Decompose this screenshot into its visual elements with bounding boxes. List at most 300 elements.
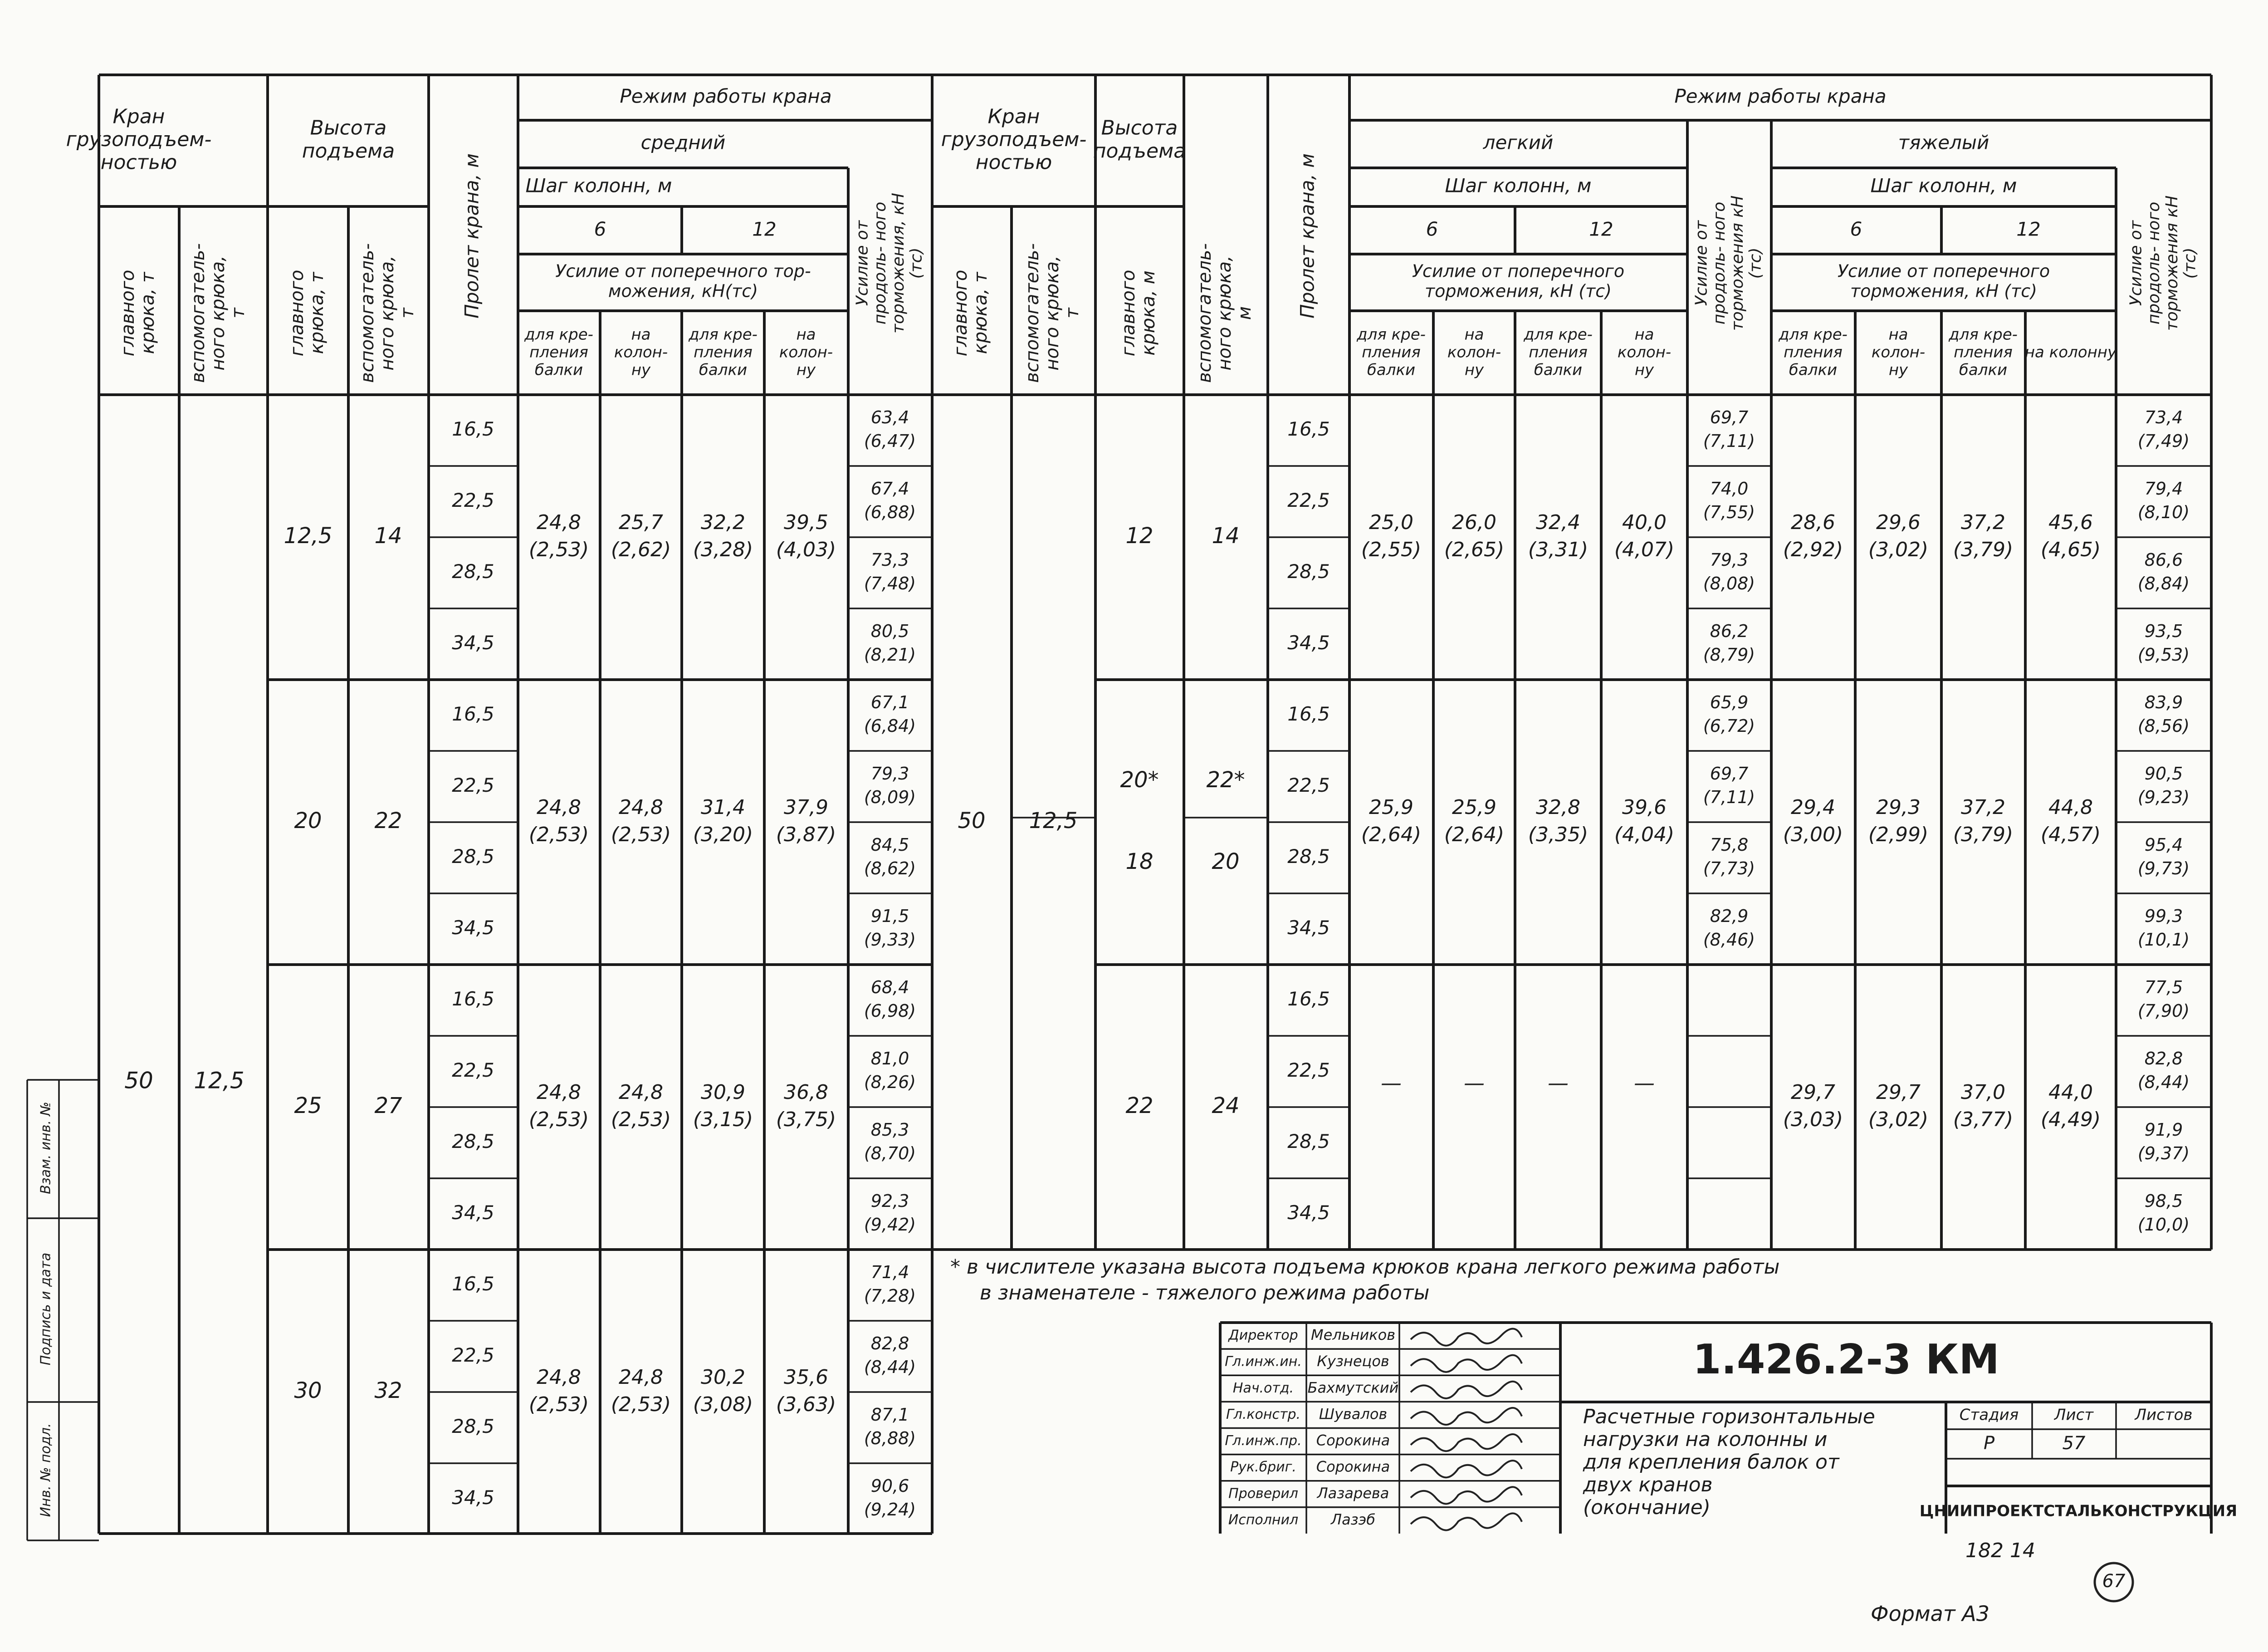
lift-height-main: 25 <box>294 1093 322 1118</box>
sheet-value: 57 <box>2062 1433 2086 1454</box>
header-column-step: Шаг колонн, м <box>1870 174 2017 197</box>
header-longitudinal-force: продоль- ного <box>871 201 890 325</box>
longitudinal-force: 67,1 <box>870 692 909 712</box>
signoff-role: Гл.констр. <box>1226 1406 1301 1422</box>
signature-scribbles <box>1411 1329 1522 1530</box>
header-beam: пления <box>1784 343 1843 362</box>
header-beam: для кре- <box>1524 325 1593 344</box>
archive-number: 182 14 <box>1965 1539 2035 1562</box>
signature <box>1411 1487 1522 1504</box>
transverse-force-heavy: (4,57) <box>2040 823 2101 846</box>
signoff-name: Шувалов <box>1319 1405 1388 1423</box>
header-beam: для кре- <box>1357 325 1426 344</box>
header-step-6: 6 <box>1426 218 1438 240</box>
span-value: 34,5 <box>452 632 494 654</box>
header-transverse-force: торможения, кН (тс) <box>1425 281 1612 301</box>
header-mode: Режим работы крана <box>1674 85 1887 108</box>
longitudinal-force: (6,88) <box>864 502 916 522</box>
header-beam: пления <box>1362 343 1421 362</box>
capacity-aux: 12,5 <box>194 1067 244 1094</box>
transverse-force: 24,8 <box>619 1366 663 1389</box>
stage-label: Стадия <box>1959 1406 2019 1424</box>
longitudinal-force-heavy: (10,0) <box>2137 1215 2190 1235</box>
longitudinal-force: 81,0 <box>870 1049 909 1069</box>
transverse-force: 30,9 <box>701 1081 745 1104</box>
transverse-force: (4,03) <box>776 538 836 561</box>
transverse-force-heavy: (3,77) <box>1953 1108 2014 1131</box>
longitudinal-force-light: (8,79) <box>1703 645 1755 665</box>
transverse-force-heavy: 37,2 <box>1961 511 2005 534</box>
lift-height-main: 12,5 <box>284 523 332 549</box>
transverse-force-heavy: 45,6 <box>2048 511 2093 534</box>
longitudinal-force-heavy: 82,8 <box>2144 1049 2183 1069</box>
signature <box>1411 1434 1522 1451</box>
longitudinal-force-heavy: (10,1) <box>2137 930 2190 950</box>
span-value: 28,5 <box>1287 560 1330 583</box>
longitudinal-force-light: (6,72) <box>1703 716 1755 736</box>
span-value: 22,5 <box>452 1059 494 1081</box>
transverse-force-light: (4,04) <box>1614 823 1675 846</box>
span-value: 34,5 <box>452 1486 494 1509</box>
span-value: 34,5 <box>1287 917 1330 939</box>
longitudinal-force-light: 69,7 <box>1710 407 1749 427</box>
drawing-title: для крепления балок от <box>1583 1451 1839 1474</box>
transverse-force-light: (3,35) <box>1528 823 1589 846</box>
transverse-force: (2,53) <box>528 538 589 561</box>
format-label: Формат А3 <box>1871 1601 1989 1626</box>
span-value: 16,5 <box>1287 703 1330 725</box>
header-longitudinal-force: Усилие от <box>2126 220 2146 306</box>
transverse-force: (2,53) <box>611 1108 671 1131</box>
span-value: 16,5 <box>452 1273 494 1295</box>
header-lift-height: Высота <box>310 116 387 140</box>
longitudinal-force: (6,84) <box>864 716 916 736</box>
header-longitudinal-force: (тс) <box>2180 247 2200 279</box>
longitudinal-force: (8,44) <box>864 1357 916 1377</box>
header-transverse-force: Усилие от поперечного <box>1412 261 1625 281</box>
header-beam: балки <box>534 361 583 379</box>
header-column: ну <box>1888 361 1908 379</box>
lift-height-main: 18 <box>1125 849 1154 874</box>
stamp-label: Взам. инв. № <box>38 1102 54 1194</box>
header-lift-height: подъема <box>1093 139 1186 163</box>
header-span: Пролет крана, м <box>1296 153 1319 319</box>
transverse-force-heavy: (2,99) <box>1868 823 1929 846</box>
longitudinal-force: (8,21) <box>864 645 916 665</box>
empty-dash: — <box>1634 1070 1655 1095</box>
transverse-force: 24,8 <box>537 1366 581 1389</box>
transverse-force-heavy: (3,79) <box>1953 538 2014 561</box>
longitudinal-force-heavy: 93,5 <box>2144 621 2183 641</box>
transverse-force: 24,8 <box>537 511 581 534</box>
header-lift-height: Высота <box>1101 116 1178 140</box>
transverse-force-heavy: 29,7 <box>1791 1081 1835 1104</box>
transverse-force-heavy: 37,2 <box>1961 796 2005 819</box>
span-value: 34,5 <box>452 1201 494 1224</box>
header-mode-light: легкий <box>1483 131 1554 154</box>
lift-height-main: 20* <box>1120 767 1159 793</box>
transverse-force-heavy: (3,03) <box>1783 1108 1843 1131</box>
signoff-role: Гл.инж.пр. <box>1225 1433 1302 1449</box>
header-crane-capacity: ностью <box>975 151 1052 174</box>
longitudinal-force-heavy: 99,3 <box>2144 906 2183 926</box>
lift-height-main: 12 <box>1125 523 1154 549</box>
longitudinal-force-light: 79,3 <box>1710 550 1749 570</box>
span-value: 16,5 <box>452 988 494 1010</box>
signoff-name: Лазарева <box>1317 1484 1389 1502</box>
transverse-force: (3,20) <box>693 823 753 846</box>
header-aux-hook-t: вспомогатель- <box>357 243 378 383</box>
longitudinal-force: 68,4 <box>870 977 909 997</box>
header-lift-height: подъема <box>302 139 395 163</box>
header-longitudinal-force: продоль- ного <box>2145 201 2164 325</box>
transverse-force-heavy: 44,8 <box>2048 796 2093 819</box>
header-beam: пления <box>694 343 753 362</box>
span-value: 22,5 <box>1287 489 1330 511</box>
empty-dash: — <box>1381 1070 1402 1095</box>
longitudinal-force-heavy: 79,4 <box>2144 479 2183 499</box>
signoff-name: Лазэб <box>1331 1510 1375 1528</box>
lift-height-aux: 27 <box>374 1093 402 1118</box>
longitudinal-force-heavy: (7,90) <box>2137 1001 2190 1021</box>
transverse-force-heavy: 29,3 <box>1876 796 1921 819</box>
drawing-code: 1.426.2-3 КМ <box>1693 1335 1999 1383</box>
header-column: колон- <box>614 343 668 362</box>
header-crane-capacity: ностью <box>100 151 177 174</box>
header-aux-hook-t: ного крюка, <box>208 255 229 371</box>
transverse-force-light: 26,0 <box>1452 511 1496 534</box>
transverse-force-light: 25,9 <box>1452 796 1496 819</box>
longitudinal-force-heavy: (7,49) <box>2137 431 2190 451</box>
sheet-label: Лист <box>2054 1406 2094 1424</box>
header-mode-medium: средний <box>640 131 726 154</box>
longitudinal-force: (8,26) <box>864 1072 916 1092</box>
longitudinal-force-heavy: (8,10) <box>2137 502 2190 522</box>
longitudinal-force-heavy: (8,44) <box>2137 1072 2190 1092</box>
longitudinal-force: 79,3 <box>870 764 909 784</box>
header-crane-capacity: Кран <box>112 105 165 128</box>
longitudinal-force-light: (7,55) <box>1703 502 1755 522</box>
lift-height-main: 30 <box>294 1378 322 1403</box>
longitudinal-force: 80,5 <box>870 621 909 641</box>
header-beam: для кре- <box>1949 325 2018 344</box>
transverse-force-heavy: 37,0 <box>1961 1081 2005 1104</box>
span-value: 28,5 <box>452 560 494 583</box>
header-longitudinal-force: торможения кН <box>1728 195 1747 331</box>
signature <box>1411 1355 1522 1372</box>
span-value: 16,5 <box>1287 988 1330 1010</box>
transverse-force: 37,9 <box>784 796 828 819</box>
drawing-title: нагрузки на колонны и <box>1583 1428 1828 1451</box>
transverse-force-light: (3,31) <box>1528 538 1589 561</box>
transverse-force: (2,53) <box>528 1393 589 1416</box>
transverse-force-light: (2,64) <box>1361 823 1422 846</box>
header-column: ну <box>631 361 651 379</box>
lift-height-aux: 22* <box>1206 767 1245 793</box>
header-aux-hook-t: вспомогатель- <box>1022 243 1043 383</box>
signoff-role: Директор <box>1228 1327 1298 1343</box>
transverse-force: 32,2 <box>701 511 745 534</box>
drawing-title: Расчетные горизонтальные <box>1583 1405 1875 1428</box>
longitudinal-force-heavy: (9,37) <box>2137 1143 2190 1163</box>
longitudinal-force: 67,4 <box>870 479 909 499</box>
table-text <box>38 85 2238 1626</box>
signoff-role: Проверил <box>1228 1485 1298 1502</box>
span-value: 28,5 <box>1287 1130 1330 1152</box>
header-column: ну <box>1464 361 1484 379</box>
header-main-hook-t: крюка, т <box>970 272 991 354</box>
transverse-force-heavy: 29,7 <box>1876 1081 1921 1104</box>
longitudinal-force-heavy: (9,53) <box>2137 645 2190 665</box>
transverse-force: (3,63) <box>776 1393 836 1416</box>
transverse-force: 24,8 <box>537 796 581 819</box>
transverse-force: (3,75) <box>776 1108 836 1131</box>
signoff-name: Сорокина <box>1316 1431 1390 1449</box>
header-beam: балки <box>1789 361 1838 379</box>
capacity-aux: 12,5 <box>1029 808 1078 833</box>
transverse-force: 36,8 <box>784 1081 828 1104</box>
drawing-title: (окончание) <box>1583 1496 1711 1519</box>
longitudinal-force: (6,47) <box>864 431 916 451</box>
longitudinal-force-heavy: 91,9 <box>2144 1120 2183 1140</box>
header-longitudinal-force: торможения кН <box>2162 195 2181 331</box>
header-aux-hook-m: ного крюка, <box>1214 255 1235 371</box>
transverse-force-light: 32,8 <box>1536 796 1580 819</box>
header-crane-capacity: грузоподъем- <box>941 128 1087 151</box>
transverse-force-light: 40,0 <box>1622 511 1667 534</box>
transverse-force-light: 32,4 <box>1536 511 1580 534</box>
longitudinal-force-light: 74,0 <box>1710 479 1749 499</box>
longitudinal-force-heavy: 98,5 <box>2144 1191 2183 1211</box>
span-value: 28,5 <box>452 1130 494 1152</box>
header-step-12: 12 <box>752 218 777 240</box>
header-column: колон- <box>1617 343 1672 362</box>
header-column: ну <box>1634 361 1654 379</box>
transverse-force-light: (2,55) <box>1361 538 1422 561</box>
longitudinal-force-heavy: 83,9 <box>2144 692 2183 712</box>
lift-height-aux: 14 <box>1212 523 1240 549</box>
header-aux-hook-t: ного крюка, <box>377 255 398 371</box>
signoff-role: Исполнил <box>1228 1512 1299 1528</box>
span-value: 34,5 <box>1287 1201 1330 1224</box>
transverse-force-heavy: (3,79) <box>1953 823 2014 846</box>
header-step-6: 6 <box>594 218 606 240</box>
header-main-hook-t: крюка, т <box>307 272 327 354</box>
transverse-force-light: (4,07) <box>1614 538 1675 561</box>
header-beam: пления <box>529 343 588 362</box>
header-aux-hook-t: вспомогатель- <box>188 243 209 383</box>
header-main-hook-t: главного <box>287 270 308 357</box>
longitudinal-force-light: 69,7 <box>1710 764 1749 784</box>
header-column: на <box>1634 325 1654 344</box>
span-value: 28,5 <box>452 845 494 868</box>
header-main-hook-t: крюка, т <box>137 272 158 354</box>
header-mode: Режим работы крана <box>620 85 832 108</box>
transverse-force-heavy: (3,02) <box>1868 538 1929 561</box>
longitudinal-force: 90,6 <box>870 1476 909 1496</box>
longitudinal-force: (7,28) <box>864 1286 916 1306</box>
header-column: колон- <box>1447 343 1501 362</box>
capacity-main: 50 <box>124 1067 153 1094</box>
header-column: на <box>1464 325 1484 344</box>
longitudinal-force-heavy: (9,23) <box>2137 787 2190 807</box>
span-value: 22,5 <box>452 774 494 796</box>
span-value: 22,5 <box>1287 1059 1330 1081</box>
longitudinal-force: (7,48) <box>864 574 916 593</box>
span-value: 28,5 <box>1287 845 1330 868</box>
transverse-force: (2,53) <box>611 1393 671 1416</box>
longitudinal-force-light: 75,8 <box>1710 835 1749 855</box>
sheets-label: Листов <box>2135 1406 2193 1424</box>
signature <box>1411 1408 1522 1425</box>
header-main-hook-m: главного <box>1118 270 1139 357</box>
transverse-force: (2,53) <box>528 823 589 846</box>
transverse-force: (2,53) <box>611 823 671 846</box>
transverse-force: 24,8 <box>619 1081 663 1104</box>
signature <box>1411 1513 1522 1530</box>
transverse-force-light: (2,65) <box>1444 538 1505 561</box>
signature <box>1411 1461 1522 1477</box>
header-beam: балки <box>1959 361 2008 379</box>
transverse-force: 35,6 <box>784 1366 828 1389</box>
header-longitudinal-force: торможения, кН <box>889 193 908 333</box>
empty-dash: — <box>1464 1070 1485 1095</box>
lift-height-aux: 32 <box>374 1378 402 1403</box>
header-beam: для кре- <box>689 325 758 344</box>
longitudinal-force: 71,4 <box>870 1262 909 1282</box>
header-step-12: 12 <box>2016 218 2041 240</box>
header-mode-heavy: тяжелый <box>1898 131 1989 154</box>
longitudinal-force: 92,3 <box>870 1191 909 1211</box>
longitudinal-force: (9,24) <box>864 1500 916 1520</box>
header-crane-capacity: Кран <box>987 105 1040 128</box>
organization: ЦНИИПРОЕКТСТАЛЬКОНСТРУКЦИЯ <box>1919 1502 2238 1520</box>
span-value: 16,5 <box>452 418 494 440</box>
lift-height-main: 22 <box>1125 1093 1154 1118</box>
header-main-hook-t: главного <box>950 270 971 357</box>
longitudinal-force: (6,98) <box>864 1001 916 1021</box>
header-beam: балки <box>1367 361 1416 379</box>
transverse-force: 24,8 <box>537 1081 581 1104</box>
span-value: 22,5 <box>1287 774 1330 796</box>
signoff-name: Кузнецов <box>1317 1353 1389 1370</box>
span-value: 22,5 <box>452 1344 494 1366</box>
header-aux-hook-t: т <box>397 308 418 319</box>
lift-height-aux: 22 <box>374 808 402 833</box>
longitudinal-force-light: (8,08) <box>1703 574 1755 593</box>
longitudinal-force: (9,42) <box>864 1215 916 1235</box>
header-column: на <box>1888 325 1908 344</box>
transverse-force: (3,08) <box>693 1393 753 1416</box>
longitudinal-force-light: (7,11) <box>1703 431 1755 451</box>
header-column: на <box>631 325 651 344</box>
transverse-force-heavy: 44,0 <box>2048 1081 2093 1104</box>
transverse-force: 24,8 <box>619 796 663 819</box>
transverse-force-light: (2,64) <box>1444 823 1505 846</box>
transverse-force: (2,62) <box>611 538 671 561</box>
longitudinal-force: (8,88) <box>864 1428 916 1448</box>
lift-height-main: 20 <box>294 808 322 833</box>
header-aux-hook-m: вспомогатель- <box>1194 243 1215 383</box>
transverse-force-heavy: 29,4 <box>1791 796 1835 819</box>
transverse-force: 25,7 <box>619 511 663 534</box>
header-crane-capacity: грузоподъем- <box>66 128 212 151</box>
header-column: колон- <box>779 343 833 362</box>
span-value: 22,5 <box>452 489 494 511</box>
header-longitudinal-force: Усилие от <box>1692 220 1711 306</box>
header-span: Пролет крана, м <box>460 153 483 319</box>
stage-value: Р <box>1983 1433 1995 1454</box>
header-longitudinal-force: (тс) <box>907 247 926 279</box>
signoff-name: Сорокина <box>1316 1458 1390 1476</box>
longitudinal-force-heavy: 95,4 <box>2144 835 2183 855</box>
signoff-name: Бахмутский <box>1307 1379 1399 1397</box>
longitudinal-force: 84,5 <box>870 835 909 855</box>
header-beam: балки <box>699 361 748 379</box>
header-longitudinal-force: (тс) <box>1746 247 1765 279</box>
header-aux-hook-t: ного крюка, <box>1042 255 1063 371</box>
transverse-force-heavy: (4,65) <box>2040 538 2101 561</box>
transverse-force: (3,15) <box>693 1108 753 1131</box>
header-column: ну <box>796 361 816 379</box>
header-transverse-force: Усилие от поперечного <box>1837 261 2050 281</box>
signoff-role: Нач.отд. <box>1232 1380 1294 1396</box>
header-transverse-force: можения, кН(тс) <box>608 281 758 301</box>
longitudinal-force: 63,4 <box>870 407 909 427</box>
transverse-force-light: 25,0 <box>1369 511 1413 534</box>
signoff-role: Рук.бриг. <box>1230 1459 1296 1476</box>
header-beam: пления <box>1529 343 1588 362</box>
header-step-12: 12 <box>1589 218 1613 240</box>
transverse-force-heavy: (3,02) <box>1868 1108 1929 1131</box>
transverse-force-heavy: (2,92) <box>1783 538 1843 561</box>
longitudinal-force-heavy: (8,56) <box>2137 716 2190 736</box>
span-value: 34,5 <box>1287 632 1330 654</box>
span-value: 28,5 <box>452 1415 494 1437</box>
header-main-hook-t: главного <box>117 270 138 357</box>
longitudinal-force: (9,33) <box>864 930 916 950</box>
longitudinal-force: (8,62) <box>864 858 916 878</box>
stamp-label: Инв. № подл. <box>38 1423 54 1517</box>
transverse-force-heavy: 29,6 <box>1876 511 1921 534</box>
header-column: на <box>796 325 816 344</box>
transverse-force: 30,2 <box>701 1366 745 1389</box>
longitudinal-force-light: 86,2 <box>1710 621 1749 641</box>
span-value: 16,5 <box>1287 418 1330 440</box>
header-longitudinal-force: продоль- ного <box>1710 201 1729 325</box>
header-aux-hook-t: т <box>228 308 249 319</box>
transverse-force: (3,28) <box>693 538 753 561</box>
longitudinal-force-heavy: 73,4 <box>2144 407 2183 427</box>
transverse-force-light: 39,6 <box>1622 796 1667 819</box>
header-transverse-force: торможения, кН (тс) <box>1850 281 2037 301</box>
longitudinal-force-light: 82,9 <box>1710 906 1749 926</box>
header-aux-hook-m: м <box>1234 306 1255 320</box>
transverse-force-heavy: (4,49) <box>2040 1108 2101 1131</box>
signature <box>1411 1329 1522 1346</box>
longitudinal-force-heavy: 86,6 <box>2144 550 2183 570</box>
longitudinal-force-light: (7,73) <box>1703 858 1755 878</box>
signoff-role: Гл.инж.ин. <box>1225 1353 1302 1370</box>
header-step-6: 6 <box>1850 218 1862 240</box>
stamp-label: Подпись и дата <box>38 1252 54 1366</box>
header-column-step: Шаг колонн, м <box>525 174 672 197</box>
span-value: 34,5 <box>452 917 494 939</box>
longitudinal-force: (8,09) <box>864 787 916 807</box>
span-value: 16,5 <box>452 703 494 725</box>
header-beam: для кре- <box>524 325 593 344</box>
longitudinal-force: 91,5 <box>870 906 909 926</box>
